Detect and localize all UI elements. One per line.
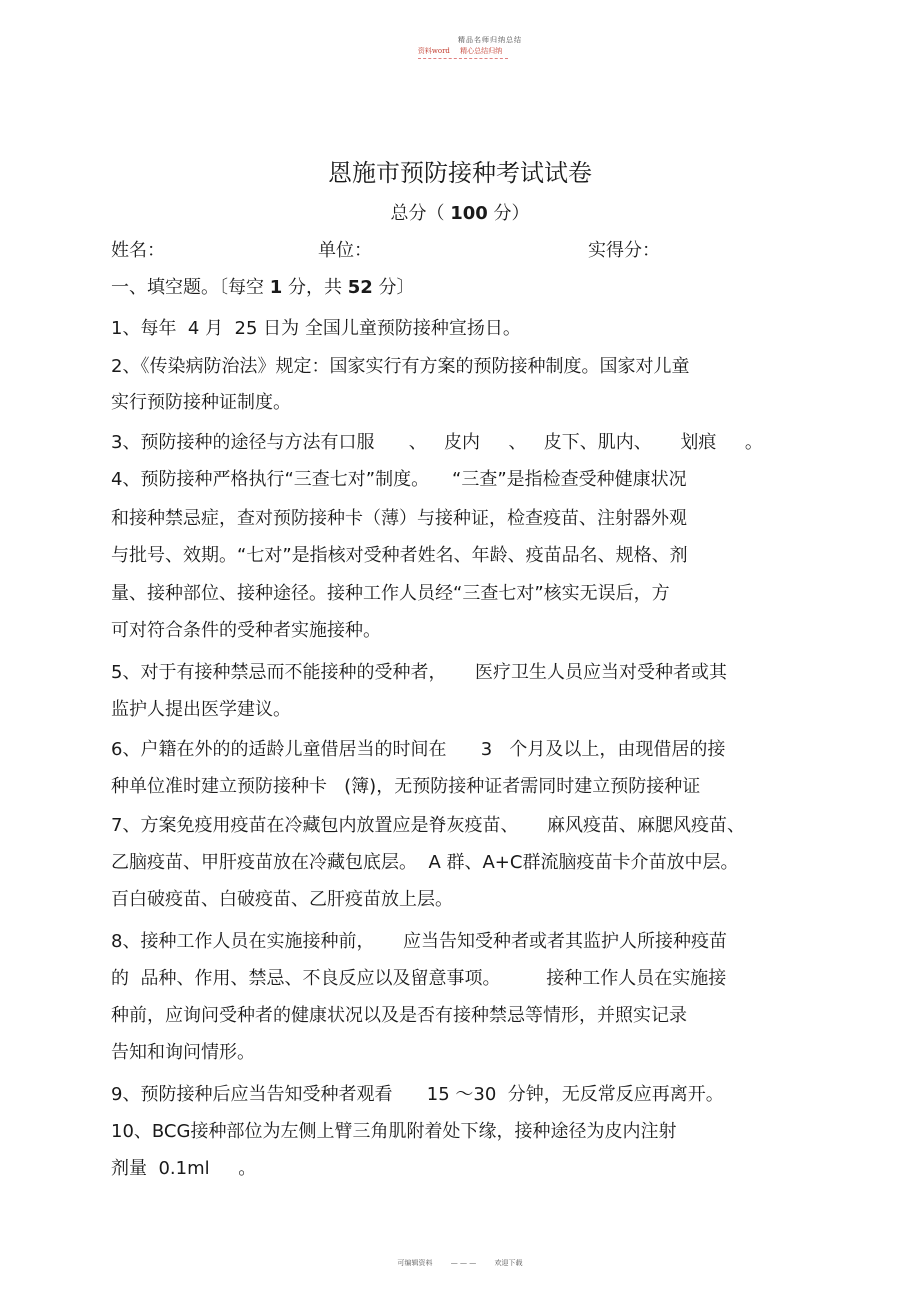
footer-right-text: 欢迎下载 [494,1259,523,1267]
question-line: 2、《传染病防治法》规定：国家实行有方案的预防接种制度。国家对儿童 [111,356,690,377]
header-divider [418,58,508,59]
footer-left-text: 可编辑资料 [397,1259,433,1267]
question-line: 百白破疫苗、白破疫苗、乙肝疫苗放上层。 [111,889,453,910]
question-line: 8、接种工作人员在实施接种前， 应当告知受种者或者其监护人所接种疫苗 [111,931,728,952]
page-footer [0,1258,920,1268]
total-score-prefix: 总分（ [390,203,445,224]
question-line: 5、对于有接种禁忌而不能接种的受种者， 医疗卫生人员应当对受种者或其 [111,662,728,683]
header-left-text: 资料word [417,47,450,55]
question-line: 量、接种部位、接种途径。接种工作人员经“三查七对”核实无误后，方 [111,583,670,604]
question-line: 6、户籍在外的的适龄儿童借居当的时间在 3 个月及以上，由现借居的接 [111,739,726,760]
question-line: 9、预防接种后应当告知受种者观看 15 ～30 分钟，无反常反应再离开。 [111,1084,724,1105]
total-score-suffix: 分） [493,203,530,224]
score-field-label: 实得分： [588,240,660,261]
section-heading [111,276,415,300]
question-line: 实行预防接种证制度。 [111,392,291,413]
header-subline [0,46,920,56]
page-title: 恩施市预防接种考试试卷 [328,159,592,187]
question-line: 3、预防接种的途径与方法有口服 、 皮内 、 皮下、肌内、 划痕 。 [111,432,763,453]
question-line: 与批号、效期。“七对”是指核对受种者姓名、年龄、疫苗品名、规格、剂 [111,545,688,566]
section-prefix: 一、填空题。〔每空 [111,277,264,298]
header-right-text: 精心总结归纳 [460,47,503,55]
section-suffix: 分〕 [378,277,415,298]
total-score [0,199,920,225]
question-line: 7、方案免疫用疫苗在冷藏包内放置应是脊灰疫苗、 麻风疫苗、麻腮风疫苗、 [111,815,746,836]
total-score-value: 100 [450,203,488,224]
question-line: 1、每年 4 月 25 日为 全国儿童预防接种宣扬日。 [111,318,521,339]
question-line: 10、BCG接种部位为左侧上臂三角肌附着处下缘，接种途径为皮内注射 [111,1121,677,1142]
section-point-total: 52 [347,277,373,298]
question-line: 告知和询问情形。 [111,1042,255,1063]
footer-dashes: — — — [450,1259,477,1267]
unit-field-label: 单位： [318,240,372,261]
name-field-label: 姓名： [111,240,165,261]
section-mid: 分，共 [288,277,342,298]
question-line: 剂量 0.1ml 。 [111,1158,257,1179]
question-line: 监护人提出医学建议。 [111,699,291,720]
question-line: 可对符合条件的受种者实施接种。 [111,620,381,641]
section-point-each: 1 [269,277,283,298]
question-line: 种前，应询问受种者的健康状况以及是否有接种禁忌等情形，并照实记录 [111,1005,687,1026]
question-line: 4、预防接种严格执行“三查七对”制度。 “三查”是指检查受种健康状况 [111,469,687,490]
question-line: 乙脑疫苗、甲肝疫苗放在冷藏包底层。 A 群、A+C群流脑疫苗卡介苗放中层。 [111,852,739,873]
question-line: 的 品种、作用、禁忌、不良反应以及留意事项。 接种工作人员在实施接 [111,968,727,989]
header-top-text: 精品名师归纳总结 [458,36,522,44]
question-line: 种单位准时建立预防接种卡 (簿)，无预防接种证者需同时建立预防接种证 [111,776,701,797]
question-line: 和接种禁忌症，查对预防接种卡（薄）与接种证，检查疫苗、注射器外观 [111,508,687,529]
